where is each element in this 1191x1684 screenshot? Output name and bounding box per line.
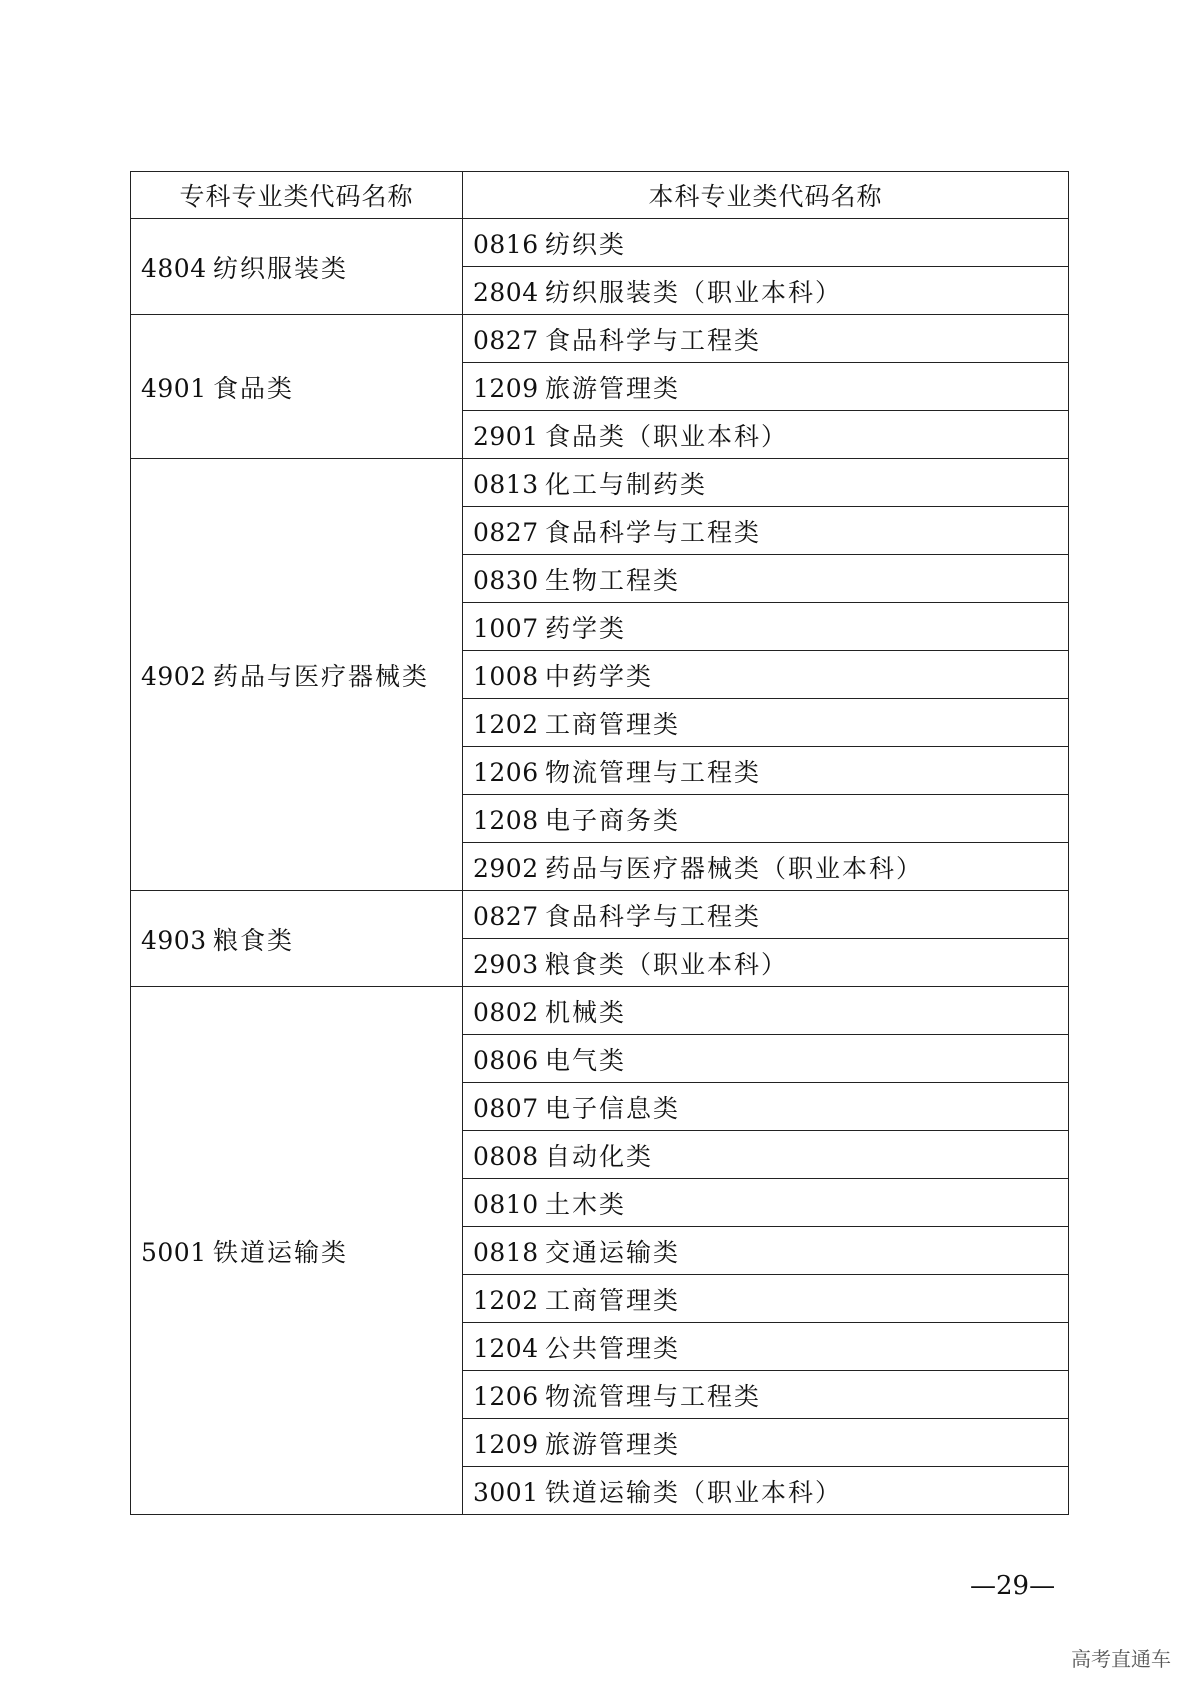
- table-row: [131, 219, 1069, 267]
- undergraduate-major-name: 食品类（职业本科）: [545, 421, 789, 451]
- undergraduate-major-cell: [463, 315, 1069, 363]
- table-row: [131, 987, 1069, 1035]
- undergraduate-major-name: 药品与医疗器械类（职业本科）: [545, 853, 924, 883]
- undergraduate-major-cell: [463, 1371, 1069, 1419]
- vocational-major-cell: [131, 219, 463, 315]
- undergraduate-major-name: 食品科学与工程类: [545, 517, 762, 547]
- undergraduate-major-code: 0808: [473, 1141, 539, 1171]
- undergraduate-major-name: 机械类: [545, 997, 627, 1027]
- undergraduate-major-code: 0818: [473, 1237, 539, 1267]
- undergraduate-major-code: 0827: [473, 325, 539, 355]
- vocational-major-name: 粮食类: [213, 925, 295, 955]
- undergraduate-major-name: 物流管理与工程类: [545, 1381, 762, 1411]
- undergraduate-major-code: 0802: [473, 997, 539, 1027]
- table-row: [131, 891, 1069, 939]
- undergraduate-major-name: 电子商务类: [545, 805, 681, 835]
- table-body: [131, 219, 1069, 1515]
- undergraduate-major-cell: [463, 555, 1069, 603]
- undergraduate-major-cell: [463, 1083, 1069, 1131]
- vocational-major-cell: [131, 891, 463, 987]
- vocational-major-cell: [131, 315, 463, 459]
- undergraduate-major-code: 2804: [473, 277, 539, 307]
- undergraduate-major-code: 1007: [473, 613, 539, 643]
- undergraduate-major-name: 电子信息类: [545, 1093, 681, 1123]
- undergraduate-major-code: 1206: [473, 1381, 539, 1411]
- vocational-major-code: 4804: [141, 253, 207, 283]
- undergraduate-major-code: 2903: [473, 949, 539, 979]
- undergraduate-major-code: 0827: [473, 901, 539, 931]
- undergraduate-major-cell: [463, 699, 1069, 747]
- undergraduate-major-name: 工商管理类: [545, 1285, 681, 1315]
- undergraduate-major-cell: [463, 1275, 1069, 1323]
- vocational-major-code: 5001: [141, 1237, 207, 1267]
- undergraduate-major-name: 纺织类: [545, 229, 627, 259]
- undergraduate-major-cell: [463, 843, 1069, 891]
- undergraduate-major-cell: [463, 651, 1069, 699]
- undergraduate-major-cell: [463, 1227, 1069, 1275]
- undergraduate-major-name: 公共管理类: [545, 1333, 681, 1363]
- undergraduate-major-cell: [463, 1467, 1069, 1515]
- undergraduate-major-code: 3001: [473, 1477, 539, 1507]
- vocational-major-name: 纺织服装类: [213, 253, 349, 283]
- vocational-major-cell: [131, 987, 463, 1515]
- undergraduate-major-code: 1209: [473, 1429, 539, 1459]
- undergraduate-major-cell: [463, 795, 1069, 843]
- undergraduate-major-code: 1204: [473, 1333, 539, 1363]
- undergraduate-major-code: 1206: [473, 757, 539, 787]
- undergraduate-major-code: 0810: [473, 1189, 539, 1219]
- header-vocational-major: 专科专业类代码名称: [131, 172, 463, 219]
- undergraduate-major-cell: [463, 747, 1069, 795]
- undergraduate-major-cell: [463, 1131, 1069, 1179]
- undergraduate-major-name: 土木类: [545, 1189, 627, 1219]
- undergraduate-major-code: 0806: [473, 1045, 539, 1075]
- undergraduate-major-cell: [463, 1179, 1069, 1227]
- undergraduate-major-name: 工商管理类: [545, 709, 681, 739]
- undergraduate-major-name: 自动化类: [545, 1141, 654, 1171]
- undergraduate-major-name: 电气类: [545, 1045, 627, 1075]
- undergraduate-major-code: 1202: [473, 1285, 539, 1315]
- vocational-major-code: 4901: [141, 373, 207, 403]
- undergraduate-major-code: 1209: [473, 373, 539, 403]
- undergraduate-major-name: 食品科学与工程类: [545, 325, 762, 355]
- undergraduate-major-code: 0816: [473, 229, 539, 259]
- undergraduate-major-name: 旅游管理类: [545, 373, 681, 403]
- header-undergraduate-major: 本科专业类代码名称: [463, 172, 1069, 219]
- table-header-row: [131, 172, 1069, 219]
- undergraduate-major-cell: [463, 1035, 1069, 1083]
- undergraduate-major-cell: [463, 411, 1069, 459]
- undergraduate-major-cell: [463, 1323, 1069, 1371]
- vocational-major-code: 4902: [141, 661, 207, 691]
- undergraduate-major-name: 生物工程类: [545, 565, 681, 595]
- undergraduate-major-name: 物流管理与工程类: [545, 757, 762, 787]
- undergraduate-major-name: 粮食类（职业本科）: [545, 949, 789, 979]
- undergraduate-major-cell: [463, 939, 1069, 987]
- undergraduate-major-cell: [463, 363, 1069, 411]
- vocational-major-name: 药品与医疗器械类: [213, 661, 430, 691]
- undergraduate-major-code: 1202: [473, 709, 539, 739]
- undergraduate-major-name: 药学类: [545, 613, 627, 643]
- undergraduate-major-cell: [463, 219, 1069, 267]
- undergraduate-major-code: 0830: [473, 565, 539, 595]
- table-row: [131, 459, 1069, 507]
- undergraduate-major-code: 1008: [473, 661, 539, 691]
- major-mapping-table: [130, 171, 1069, 1515]
- undergraduate-major-name: 旅游管理类: [545, 1429, 681, 1459]
- undergraduate-major-code: 1208: [473, 805, 539, 835]
- undergraduate-major-cell: [463, 267, 1069, 315]
- undergraduate-major-code: 0807: [473, 1093, 539, 1123]
- undergraduate-major-cell: [463, 459, 1069, 507]
- table-row: [131, 315, 1069, 363]
- undergraduate-major-name: 铁道运输类（职业本科）: [545, 1477, 843, 1507]
- undergraduate-major-name: 食品科学与工程类: [545, 901, 762, 931]
- undergraduate-major-code: 0827: [473, 517, 539, 547]
- watermark: 高考直通车: [1071, 1647, 1171, 1671]
- page-number: —29—: [970, 1571, 1056, 1601]
- undergraduate-major-name: 纺织服装类（职业本科）: [545, 277, 843, 307]
- undergraduate-major-cell: [463, 603, 1069, 651]
- undergraduate-major-cell: [463, 507, 1069, 555]
- undergraduate-major-name: 交通运输类: [545, 1237, 681, 1267]
- undergraduate-major-name: 化工与制药类: [545, 469, 708, 499]
- vocational-major-cell: [131, 459, 463, 891]
- undergraduate-major-code: 2902: [473, 853, 539, 883]
- vocational-major-code: 4903: [141, 925, 207, 955]
- undergraduate-major-code: 0813: [473, 469, 539, 499]
- undergraduate-major-cell: [463, 987, 1069, 1035]
- undergraduate-major-name: 中药学类: [545, 661, 654, 691]
- undergraduate-major-cell: [463, 1419, 1069, 1467]
- vocational-major-name: 食品类: [213, 373, 295, 403]
- undergraduate-major-code: 2901: [473, 421, 539, 451]
- undergraduate-major-cell: [463, 891, 1069, 939]
- vocational-major-name: 铁道运输类: [213, 1237, 349, 1267]
